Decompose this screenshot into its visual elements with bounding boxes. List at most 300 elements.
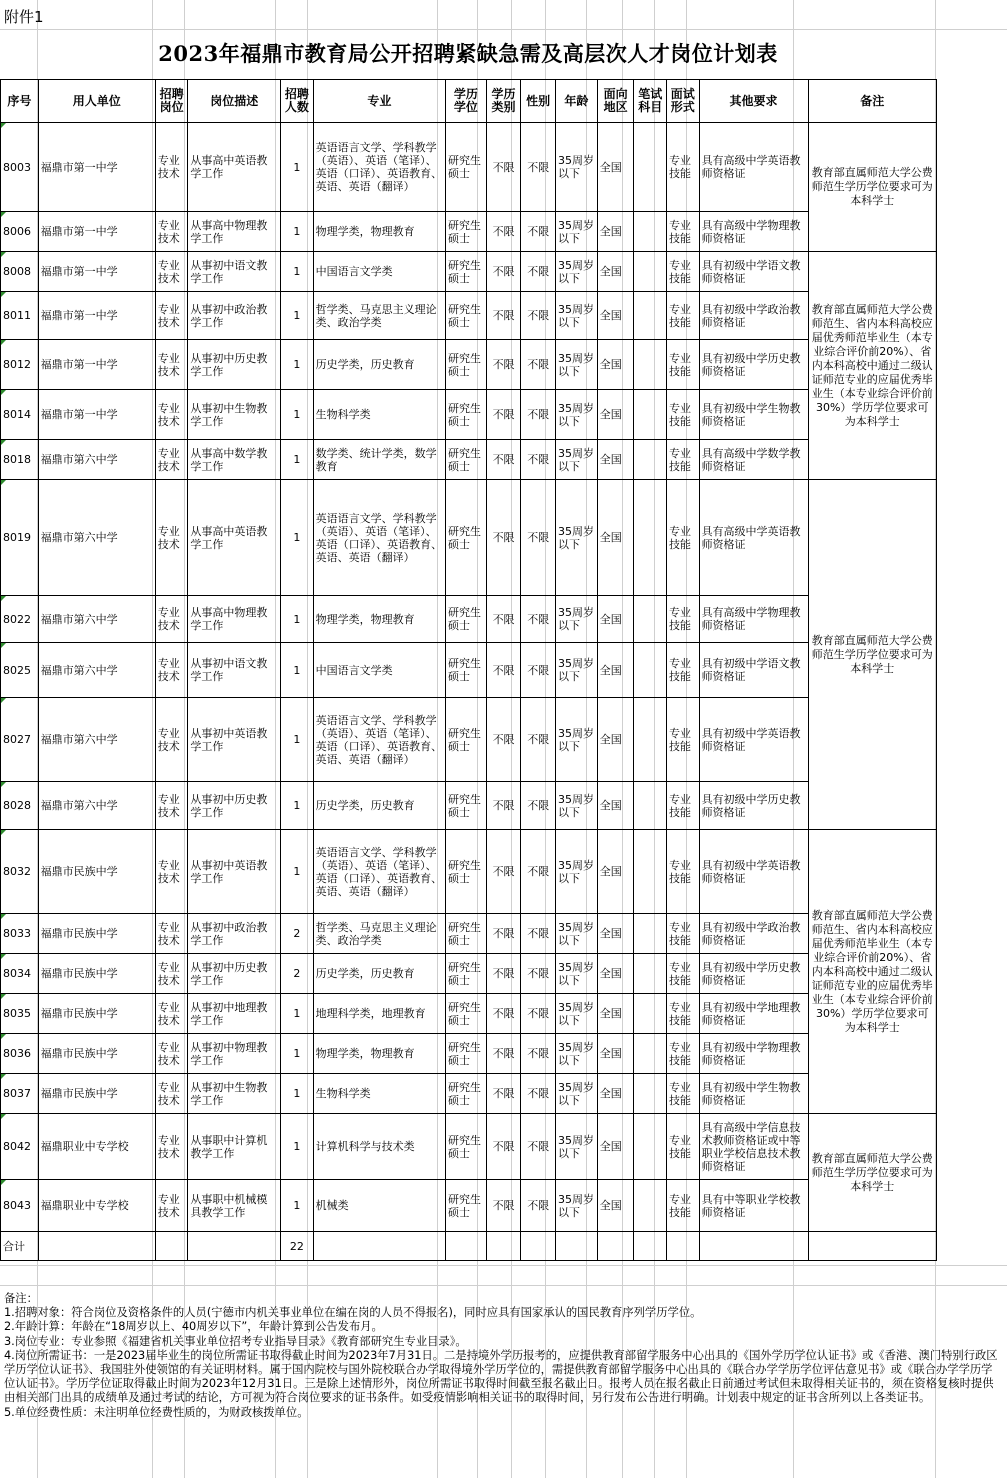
post-type-cell: 专业技术 (155, 292, 188, 340)
footnotes (4, 1292, 1002, 1420)
other-requirements-cell: 具有初级中学历史教师资格证 (699, 954, 808, 994)
table-cell (521, 1232, 556, 1261)
table-cell (38, 1232, 155, 1261)
region-cell: 全国 (597, 782, 634, 830)
gender-cell: 不限 (521, 1114, 556, 1180)
age-limit-cell: 35周岁以下 (556, 830, 598, 914)
header-cell: 招聘岗位 (155, 80, 188, 123)
other-requirements-cell: 具有初级中学历史教师资格证 (699, 340, 808, 390)
table-row (1, 782, 937, 830)
degree-category-cell: 不限 (486, 1034, 521, 1074)
post-description-cell: 从事初中英语教学工作 (188, 830, 281, 914)
major-cell: 英语语言文学、学科教学（英语）、英语（笔译）、英语（口译）、英语教育、英语、英语（翻译） (313, 830, 445, 914)
degree-category-cell: 不限 (486, 698, 521, 782)
post-code-cell: 8008 (1, 252, 39, 292)
post-code-cell: 8027 (1, 698, 39, 782)
major-cell: 历史学类，历史教育 (313, 954, 445, 994)
table-row (1, 340, 937, 390)
region-cell: 全国 (597, 123, 634, 212)
post-type-cell: 专业技术 (155, 1074, 188, 1114)
header-cell: 性别 (521, 80, 556, 123)
post-type-cell: 专业技术 (155, 643, 188, 698)
header-cell: 专业 (313, 80, 445, 123)
major-cell: 历史学类，历史教育 (313, 340, 445, 390)
hire-count-cell: 1 (281, 212, 314, 252)
total-row (1, 1232, 937, 1261)
interview-type-cell: 专业技能 (666, 292, 699, 340)
interview-type-cell: 专业技能 (666, 212, 699, 252)
hire-count-cell: 1 (281, 440, 314, 480)
post-code-cell: 8019 (1, 480, 39, 596)
written-exam-cell (634, 1180, 667, 1232)
post-type-cell: 专业技术 (155, 123, 188, 212)
major-cell: 哲学类、马克思主义理论类、政治学类 (313, 914, 445, 954)
written-exam-cell (634, 994, 667, 1034)
region-cell: 全国 (597, 252, 634, 292)
post-type-cell: 专业技术 (155, 440, 188, 480)
hire-count-cell: 2 (281, 954, 314, 994)
table-cell (634, 1232, 667, 1261)
major-cell: 生物科学类 (313, 390, 445, 440)
post-code-cell: 8003 (1, 123, 39, 212)
post-description-cell: 从事职中机械模具教学工作 (188, 1180, 281, 1232)
hire-count-cell: 1 (281, 1180, 314, 1232)
table-row (1, 994, 937, 1034)
degree-cell: 研究生硕士 (446, 643, 487, 698)
age-limit-cell: 35周岁以下 (556, 643, 598, 698)
table-row (1, 596, 937, 643)
post-description-cell: 从事高中英语教学工作 (188, 480, 281, 596)
gender-cell: 不限 (521, 212, 556, 252)
major-cell: 地理科学类，地理教育 (313, 994, 445, 1034)
degree-category-cell: 不限 (486, 994, 521, 1034)
other-requirements-cell: 具有初级中学物理教师资格证 (699, 1034, 808, 1074)
hire-count-cell: 1 (281, 994, 314, 1034)
total-count: 22 (281, 1232, 314, 1261)
header-cell: 笔试科目 (634, 80, 667, 123)
post-code-cell: 8014 (1, 390, 39, 440)
written-exam-cell (634, 782, 667, 830)
post-type-cell: 专业技术 (155, 698, 188, 782)
major-cell: 计算机科学与技术类 (313, 1114, 445, 1180)
other-requirements-cell: 具有高级中学信息技术教师资格证或中等职业学校信息技术教师资格证 (699, 1114, 808, 1180)
degree-cell: 研究生硕士 (446, 1180, 487, 1232)
post-code-cell: 8035 (1, 994, 39, 1034)
interview-type-cell: 专业技能 (666, 914, 699, 954)
table-row (1, 1180, 937, 1232)
degree-cell: 研究生硕士 (446, 596, 487, 643)
age-limit-cell: 35周岁以下 (556, 123, 598, 212)
employer-cell: 福鼎市民族中学 (38, 1034, 155, 1074)
region-cell: 全国 (597, 994, 634, 1034)
post-description-cell: 从事初中生物教学工作 (188, 1074, 281, 1114)
post-code-cell: 8022 (1, 596, 39, 643)
degree-cell: 研究生硕士 (446, 480, 487, 596)
degree-cell: 研究生硕士 (446, 1034, 487, 1074)
age-limit-cell: 35周岁以下 (556, 1180, 598, 1232)
other-requirements-cell: 具有初级中学生物教师资格证 (699, 1074, 808, 1114)
degree-cell: 研究生硕士 (446, 830, 487, 914)
header-row (1, 80, 937, 123)
major-cell: 英语语言文学、学科教学（英语）、英语（笔译）、英语（口译）、英语教育、英语、英语（翻译） (313, 480, 445, 596)
table-row (1, 1114, 937, 1180)
age-limit-cell: 35周岁以下 (556, 994, 598, 1034)
post-type-cell: 专业技术 (155, 252, 188, 292)
region-cell: 全国 (597, 954, 634, 994)
employer-cell: 福鼎市第一中学 (38, 390, 155, 440)
age-limit-cell: 35周岁以下 (556, 440, 598, 480)
gender-cell: 不限 (521, 954, 556, 994)
gender-cell: 不限 (521, 914, 556, 954)
table-cell (188, 1232, 281, 1261)
interview-type-cell: 专业技能 (666, 954, 699, 994)
attachment-label: 附件1 (4, 8, 44, 26)
degree-category-cell: 不限 (486, 292, 521, 340)
post-code-cell: 8037 (1, 1074, 39, 1114)
age-limit-cell: 35周岁以下 (556, 252, 598, 292)
post-code-cell: 8034 (1, 954, 39, 994)
degree-category-cell: 不限 (486, 480, 521, 596)
other-requirements-cell: 具有初级中学政治教师资格证 (699, 292, 808, 340)
post-code-cell: 8028 (1, 782, 39, 830)
interview-type-cell: 专业技能 (666, 1074, 699, 1114)
degree-category-cell: 不限 (486, 252, 521, 292)
gender-cell: 不限 (521, 252, 556, 292)
gender-cell: 不限 (521, 480, 556, 596)
hire-count-cell: 1 (281, 698, 314, 782)
table-cell (155, 1232, 188, 1261)
header-cell: 其他要求 (699, 80, 808, 123)
degree-category-cell: 不限 (486, 1114, 521, 1180)
table-cell (486, 1232, 521, 1261)
interview-type-cell: 专业技能 (666, 643, 699, 698)
employer-cell: 福鼎市民族中学 (38, 914, 155, 954)
hire-count-cell: 1 (281, 390, 314, 440)
major-cell: 中国语言文学类 (313, 643, 445, 698)
remark-cell: 教育部直属师范大学公费师范生、省内本科高校应届优秀师范毕业生（本专业综合评价前20%）、省内本科高校中通过二级认证师范专业的应届优秀毕业生（本专业综合评价前30%）学历学位要求可为本科学士 (808, 830, 936, 1114)
employer-cell: 福鼎市第一中学 (38, 252, 155, 292)
hire-count-cell: 1 (281, 596, 314, 643)
post-code-cell: 8025 (1, 643, 39, 698)
table-row (1, 698, 937, 782)
post-description-cell: 从事初中历史教学工作 (188, 782, 281, 830)
table-row (1, 252, 937, 292)
gender-cell: 不限 (521, 698, 556, 782)
age-limit-cell: 35周岁以下 (556, 954, 598, 994)
degree-category-cell: 不限 (486, 782, 521, 830)
interview-type-cell: 专业技能 (666, 123, 699, 212)
table-row (1, 292, 937, 340)
footnote: 3.岗位专业：专业参照《福建省机关事业单位招考专业指导目录》《教育部研究生专业目录》。 (4, 1334, 467, 1348)
post-code-cell: 8018 (1, 440, 39, 480)
table-cell (313, 1232, 445, 1261)
hire-count-cell: 1 (281, 252, 314, 292)
hire-count-cell: 1 (281, 292, 314, 340)
gender-cell: 不限 (521, 1180, 556, 1232)
degree-cell: 研究生硕士 (446, 914, 487, 954)
gender-cell: 不限 (521, 994, 556, 1034)
major-cell: 哲学类、马克思主义理论类、政治学类 (313, 292, 445, 340)
major-cell: 中国语言文学类 (313, 252, 445, 292)
region-cell: 全国 (597, 914, 634, 954)
other-requirements-cell: 具有初级中学语文教师资格证 (699, 643, 808, 698)
other-requirements-cell: 具有高级中学英语教师资格证 (699, 123, 808, 212)
hire-count-cell: 1 (281, 123, 314, 212)
footnote: 4.岗位所需证书：一是2023届毕业生的岗位所需证书取得截止时间为2023年7月31日。二是持境外学历报考的，应提供教育部留学服务中心出具的《国外学历学位认证书》或《香港、澳门特别行政区学历学位认证书》、我国驻外使领馆的有关证明材料。属于国内院校与国外院校联合办学取得境外学历学位的，需提供教育部留学服务中心出具的《联合办学学历学位评估意见书》或《联合办学学历学位认证书》。学历学位证取得截止时间为2023年12月31日。三是除上述情形外，岗位所需证书取得时间截至报名截止日。报考人员在报名截止日前通过考试但未取得相关证书的，须在资格复核时提供由相关部门出具的成绩单及通过考试的结论，方可视为符合岗位要求的证书条件。如受疫情影响相关证书的取得时间，另行发布公告进行明确。计划表中规定的证书含所列以上各类证书。 (4, 1348, 998, 1405)
header-cell: 序号 (1, 80, 39, 123)
page-title: 2023年福鼎市教育局公开招聘紧缺急需及高层次人才岗位计划表 (158, 41, 778, 66)
table-row (1, 212, 937, 252)
interview-type-cell: 专业技能 (666, 1114, 699, 1180)
post-description-cell: 从事高中物理教学工作 (188, 596, 281, 643)
header-cell: 面试形式 (666, 80, 699, 123)
written-exam-cell (634, 123, 667, 212)
major-cell: 数学类、统计学类，数学教育 (313, 440, 445, 480)
table-row (1, 1034, 937, 1074)
gender-cell: 不限 (521, 340, 556, 390)
region-cell: 全国 (597, 340, 634, 390)
other-requirements-cell: 具有初级中学生物教师资格证 (699, 390, 808, 440)
written-exam-cell (634, 596, 667, 643)
degree-category-cell: 不限 (486, 596, 521, 643)
region-cell: 全国 (597, 440, 634, 480)
post-description-cell: 从事初中历史教学工作 (188, 954, 281, 994)
table-cell (556, 1232, 598, 1261)
header-cell: 年龄 (556, 80, 598, 123)
remark-cell: 教育部直属师范大学公费师范生学历学位要求可为本科学士 (808, 123, 936, 252)
footnote: 2.年龄计算：年龄在“18周岁以上、40周岁以下”，年龄计算到公告发布月。 (4, 1320, 383, 1334)
post-type-cell: 专业技术 (155, 480, 188, 596)
age-limit-cell: 35周岁以下 (556, 212, 598, 252)
degree-cell: 研究生硕士 (446, 292, 487, 340)
post-type-cell: 专业技术 (155, 596, 188, 643)
degree-cell: 研究生硕士 (446, 212, 487, 252)
degree-cell: 研究生硕士 (446, 698, 487, 782)
header-cell: 学历学位 (446, 80, 487, 123)
post-type-cell: 专业技术 (155, 994, 188, 1034)
other-requirements-cell: 具有初级中学历史教师资格证 (699, 782, 808, 830)
degree-category-cell: 不限 (486, 212, 521, 252)
major-cell: 物理学类，物理教育 (313, 212, 445, 252)
post-description-cell: 从事高中英语教学工作 (188, 123, 281, 212)
other-requirements-cell: 具有初级中学地理教师资格证 (699, 994, 808, 1034)
post-description-cell: 从事初中政治教学工作 (188, 292, 281, 340)
written-exam-cell (634, 914, 667, 954)
remark-cell: 教育部直属师范大学公费师范生学历学位要求可为本科学士 (808, 480, 936, 830)
major-cell: 英语语言文学、学科教学（英语）、英语（笔译）、英语（口译）、英语教育、英语、英语（翻译） (313, 123, 445, 212)
gender-cell: 不限 (521, 1074, 556, 1114)
other-requirements-cell: 具有高级中学物理教师资格证 (699, 212, 808, 252)
written-exam-cell (634, 1034, 667, 1074)
degree-cell: 研究生硕士 (446, 782, 487, 830)
post-description-cell: 从事初中政治教学工作 (188, 914, 281, 954)
post-code-cell: 8042 (1, 1114, 39, 1180)
degree-category-cell: 不限 (486, 440, 521, 480)
hire-count-cell: 1 (281, 782, 314, 830)
region-cell: 全国 (597, 1034, 634, 1074)
post-description-cell: 从事初中英语教学工作 (188, 698, 281, 782)
table-cell (666, 1232, 699, 1261)
region-cell: 全国 (597, 698, 634, 782)
age-limit-cell: 35周岁以下 (556, 480, 598, 596)
degree-category-cell: 不限 (486, 390, 521, 440)
written-exam-cell (634, 390, 667, 440)
table-row (1, 480, 937, 596)
post-type-cell: 专业技术 (155, 1034, 188, 1074)
header-cell: 面向地区 (597, 80, 634, 123)
written-exam-cell (634, 340, 667, 390)
gender-cell: 不限 (521, 390, 556, 440)
post-description-cell: 从事初中语文教学工作 (188, 643, 281, 698)
degree-category-cell: 不限 (486, 340, 521, 390)
degree-cell: 研究生硕士 (446, 340, 487, 390)
region-cell: 全国 (597, 596, 634, 643)
employer-cell: 福鼎市第一中学 (38, 292, 155, 340)
post-type-cell: 专业技术 (155, 954, 188, 994)
post-code-cell: 8012 (1, 340, 39, 390)
employer-cell: 福鼎市第一中学 (38, 123, 155, 212)
written-exam-cell (634, 480, 667, 596)
region-cell: 全国 (597, 292, 634, 340)
post-code-cell: 8032 (1, 830, 39, 914)
table-row (1, 123, 937, 212)
age-limit-cell: 35周岁以下 (556, 1114, 598, 1180)
table-row (1, 643, 937, 698)
age-limit-cell: 35周岁以下 (556, 914, 598, 954)
degree-category-cell: 不限 (486, 643, 521, 698)
footnote: 备注： (4, 1292, 38, 1305)
post-description-cell: 从事初中语文教学工作 (188, 252, 281, 292)
age-limit-cell: 35周岁以下 (556, 292, 598, 340)
interview-type-cell: 专业技能 (666, 1180, 699, 1232)
employer-cell: 福鼎市第六中学 (38, 782, 155, 830)
employer-cell: 福鼎职业中专学校 (38, 1114, 155, 1180)
remark-cell: 教育部直属师范大学公费师范生、省内本科高校应届优秀师范毕业生（本专业综合评价前20%）、省内本科高校中通过二级认证师范专业的应届优秀毕业生（本专业综合评价前30%）学历学位要求可为本科学士 (808, 252, 936, 480)
major-cell: 物理学类，物理教育 (313, 1034, 445, 1074)
other-requirements-cell: 具有初级中学语文教师资格证 (699, 252, 808, 292)
age-limit-cell: 35周岁以下 (556, 390, 598, 440)
written-exam-cell (634, 830, 667, 914)
employer-cell: 福鼎市第一中学 (38, 340, 155, 390)
post-description-cell: 从事初中物理教学工作 (188, 1034, 281, 1074)
written-exam-cell (634, 643, 667, 698)
employer-cell: 福鼎市第六中学 (38, 440, 155, 480)
post-code-cell: 8033 (1, 914, 39, 954)
interview-type-cell: 专业技能 (666, 830, 699, 914)
other-requirements-cell: 具有高级中学英语教师资格证 (699, 480, 808, 596)
major-cell: 历史学类，历史教育 (313, 782, 445, 830)
post-type-cell: 专业技术 (155, 914, 188, 954)
table-row (1, 830, 937, 914)
degree-cell: 研究生硕士 (446, 994, 487, 1034)
footnote: 5.单位经费性质：未注明单位经费性质的，为财政核拨单位。 (4, 1405, 309, 1419)
table-cell (597, 1232, 634, 1261)
header-cell: 备注 (808, 80, 936, 123)
hire-count-cell: 2 (281, 914, 314, 954)
other-requirements-cell: 具有高级中学数学教师资格证 (699, 440, 808, 480)
degree-category-cell: 不限 (486, 830, 521, 914)
age-limit-cell: 35周岁以下 (556, 1034, 598, 1074)
region-cell: 全国 (597, 643, 634, 698)
region-cell: 全国 (597, 212, 634, 252)
post-type-cell: 专业技术 (155, 1180, 188, 1232)
header-cell: 学历类别 (486, 80, 521, 123)
post-type-cell: 专业技术 (155, 340, 188, 390)
written-exam-cell (634, 954, 667, 994)
interview-type-cell: 专业技能 (666, 480, 699, 596)
degree-category-cell: 不限 (486, 123, 521, 212)
employer-cell: 福鼎市民族中学 (38, 830, 155, 914)
employer-cell: 福鼎市民族中学 (38, 1074, 155, 1114)
written-exam-cell (634, 440, 667, 480)
hire-count-cell: 1 (281, 340, 314, 390)
other-requirements-cell: 具有初级中学英语教师资格证 (699, 698, 808, 782)
post-description-cell: 从事初中历史教学工作 (188, 340, 281, 390)
gender-cell: 不限 (521, 596, 556, 643)
degree-category-cell: 不限 (486, 914, 521, 954)
age-limit-cell: 35周岁以下 (556, 782, 598, 830)
degree-cell: 研究生硕士 (446, 1074, 487, 1114)
major-cell: 生物科学类 (313, 1074, 445, 1114)
interview-type-cell: 专业技能 (666, 340, 699, 390)
other-requirements-cell: 具有初级中学政治教师资格证 (699, 914, 808, 954)
degree-cell: 研究生硕士 (446, 123, 487, 212)
employer-cell: 福鼎市第六中学 (38, 596, 155, 643)
post-type-cell: 专业技术 (155, 212, 188, 252)
hire-count-cell: 1 (281, 830, 314, 914)
age-limit-cell: 35周岁以下 (556, 698, 598, 782)
table-row (1, 1074, 937, 1114)
table-row (1, 954, 937, 994)
table-cell (808, 1232, 936, 1261)
gender-cell: 不限 (521, 782, 556, 830)
total-label: 合计 (1, 1232, 39, 1261)
interview-type-cell: 专业技能 (666, 440, 699, 480)
region-cell: 全国 (597, 480, 634, 596)
gender-cell: 不限 (521, 830, 556, 914)
degree-cell: 研究生硕士 (446, 390, 487, 440)
header-cell: 招聘人数 (281, 80, 314, 123)
degree-cell: 研究生硕士 (446, 440, 487, 480)
post-code-cell: 8043 (1, 1180, 39, 1232)
major-cell: 物理学类，物理教育 (313, 596, 445, 643)
major-cell: 英语语言文学、学科教学（英语）、英语（笔译）、英语（口译）、英语教育、英语、英语（翻译） (313, 698, 445, 782)
interview-type-cell: 专业技能 (666, 596, 699, 643)
hire-count-cell: 1 (281, 1034, 314, 1074)
degree-cell: 研究生硕士 (446, 252, 487, 292)
table-row (1, 914, 937, 954)
post-description-cell: 从事高中数学教学工作 (188, 440, 281, 480)
table-cell (446, 1232, 487, 1261)
written-exam-cell (634, 292, 667, 340)
region-cell: 全国 (597, 1180, 634, 1232)
degree-category-cell: 不限 (486, 1180, 521, 1232)
degree-cell: 研究生硕士 (446, 1114, 487, 1180)
written-exam-cell (634, 1074, 667, 1114)
other-requirements-cell: 具有初级中学英语教师资格证 (699, 830, 808, 914)
major-cell: 机械类 (313, 1180, 445, 1232)
region-cell: 全国 (597, 390, 634, 440)
post-code-cell: 8011 (1, 292, 39, 340)
post-description-cell: 从事职中计算机教学工作 (188, 1114, 281, 1180)
other-requirements-cell: 具有中等职业学校教师资格证 (699, 1180, 808, 1232)
interview-type-cell: 专业技能 (666, 782, 699, 830)
interview-type-cell: 专业技能 (666, 390, 699, 440)
age-limit-cell: 35周岁以下 (556, 1074, 598, 1114)
region-cell: 全国 (597, 830, 634, 914)
post-type-cell: 专业技术 (155, 830, 188, 914)
post-description-cell: 从事高中物理教学工作 (188, 212, 281, 252)
